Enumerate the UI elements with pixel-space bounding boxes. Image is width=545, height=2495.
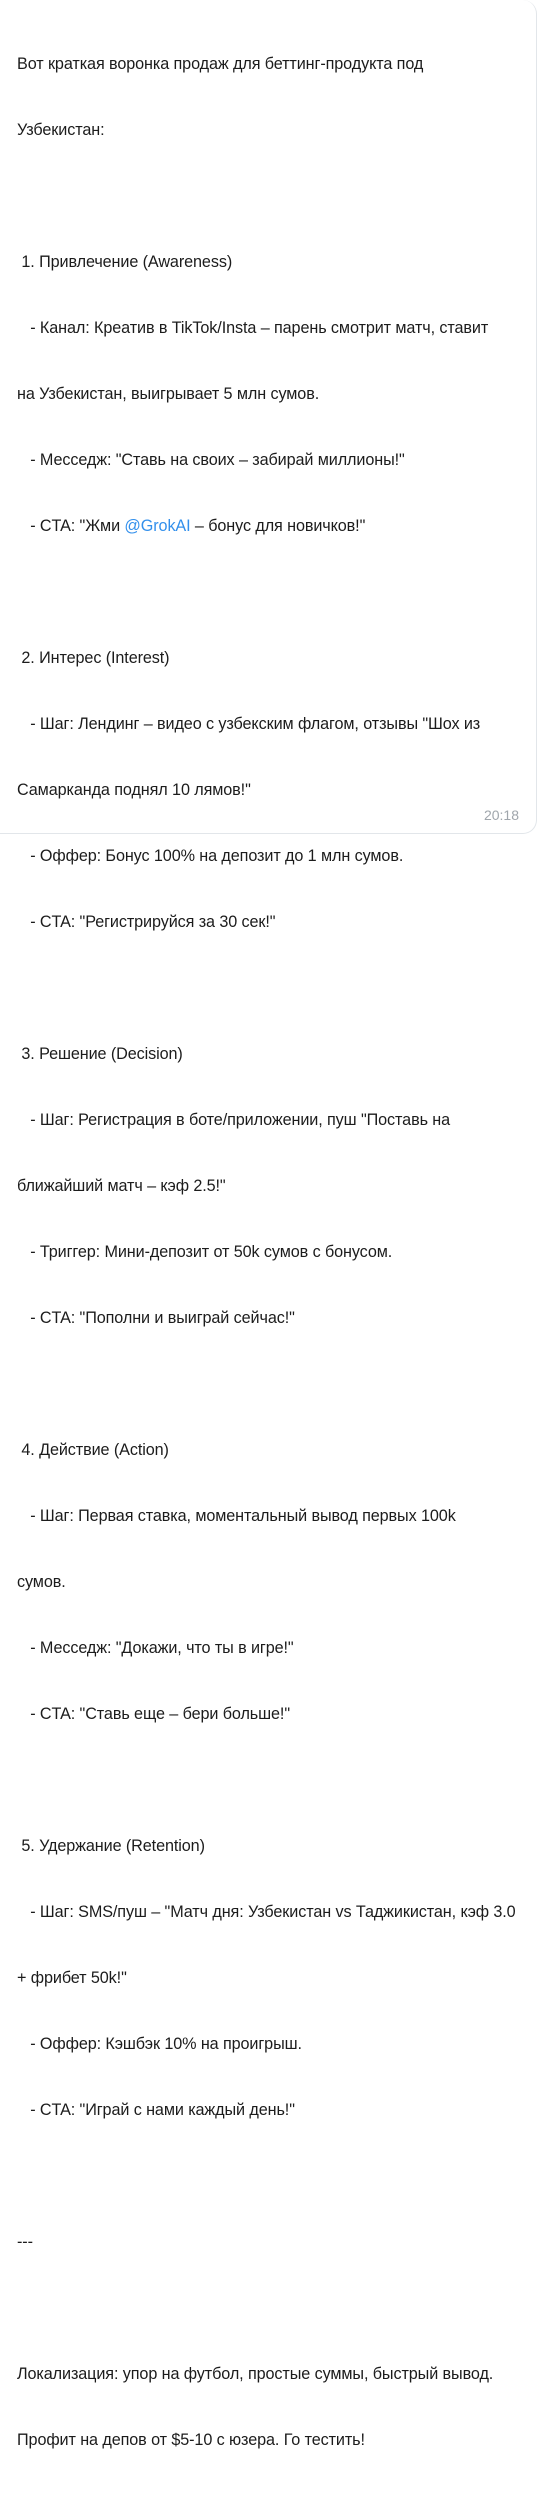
text-line: на Узбекистан, выигрывает 5 млн сумов. — [17, 385, 320, 403]
text-line: - CTA: "Пополни и выиграй сейчас!" — [17, 1309, 295, 1327]
text-line: Самарканда поднял 10 лямов!" — [17, 781, 251, 799]
text-line: - Шаг: SMS/пуш – "Матч дня: Узбекистан vs Таджикистан, кэф 3.0 — [17, 1903, 516, 1921]
mention-link[interactable]: @GrokAI — [124, 517, 191, 535]
cta-line-with-mention — [17, 515, 522, 537]
text-line: - Оффер: Бонус 100% на депозит до 1 млн сумов. — [17, 847, 404, 865]
text-line — [17, 1769, 522, 1791]
text-line — [17, 977, 522, 999]
text-line: - CTA: "Играй с нами каждый день!" — [17, 2101, 295, 2119]
section-heading-interest: 2. Интерес (Interest) — [17, 649, 170, 667]
text-line: - Месседж: "Докажи, что ты в игре!" — [17, 1639, 294, 1657]
text-line: - CTA: "Регистрируйся за 30 сек!" — [17, 913, 276, 931]
separator-text: --- — [17, 2233, 33, 2251]
text-line: - Месседж: "Ставь на своих – забирай миллионы!" — [17, 451, 405, 469]
text-line: + фрибет 50k!" — [17, 1969, 127, 1987]
message-text — [17, 9, 522, 2495]
section-heading-retention: 5. Удержание (Retention) — [17, 1837, 205, 1855]
text-line — [17, 185, 522, 207]
section-heading-decision: 3. Решение (Decision) — [17, 1045, 183, 1063]
text-line: ближайший матч – кэф 2.5!" — [17, 1177, 226, 1195]
cta-suffix: – бонус для новичков!" — [190, 517, 366, 535]
text-line: Вот краткая воронка продаж для беттинг-продукта под — [17, 55, 424, 73]
section-heading-action: 4. Действие (Action) — [17, 1441, 169, 1459]
text-line — [17, 2297, 522, 2319]
cta-prefix: - CTA: "Жми — [17, 517, 125, 535]
text-line: - Шаг: Лендинг – видео с узбекским флагом, отзывы "Шох из — [17, 715, 481, 733]
text-line — [17, 2165, 522, 2187]
text-line: Локализация: упор на футбол, простые суммы, быстрый вывод. — [17, 2365, 494, 2383]
text-line — [17, 1373, 522, 1395]
text-line: сумов. — [17, 1573, 66, 1591]
message-timestamp: 20:18 — [483, 807, 519, 823]
text-line — [17, 581, 522, 603]
text-line: - Шаг: Первая ставка, моментальный вывод первых 100k — [17, 1507, 456, 1525]
section-heading-awareness: 1. Привлечение (Awareness) — [17, 253, 233, 271]
text-line: - Шаг: Регистрация в боте/приложении, пуш "Поставь на — [17, 1111, 451, 1129]
text-line: Узбекистан: — [17, 121, 105, 139]
text-line: Профит на депов от $5-10 с юзера. Го тестить! — [17, 2431, 365, 2449]
text-line: - Канал: Креатив в TikTok/Insta – парень смотрит матч, ставит — [17, 319, 489, 337]
text-line: - CTA: "Ставь еще – бери больше!" — [17, 1705, 290, 1723]
text-line: - Оффер: Кэшбэк 10% на проигрыш. — [17, 2035, 302, 2053]
text-line: - Триггер: Мини-депозит от 50k сумов с бонусом. — [17, 1243, 393, 1261]
